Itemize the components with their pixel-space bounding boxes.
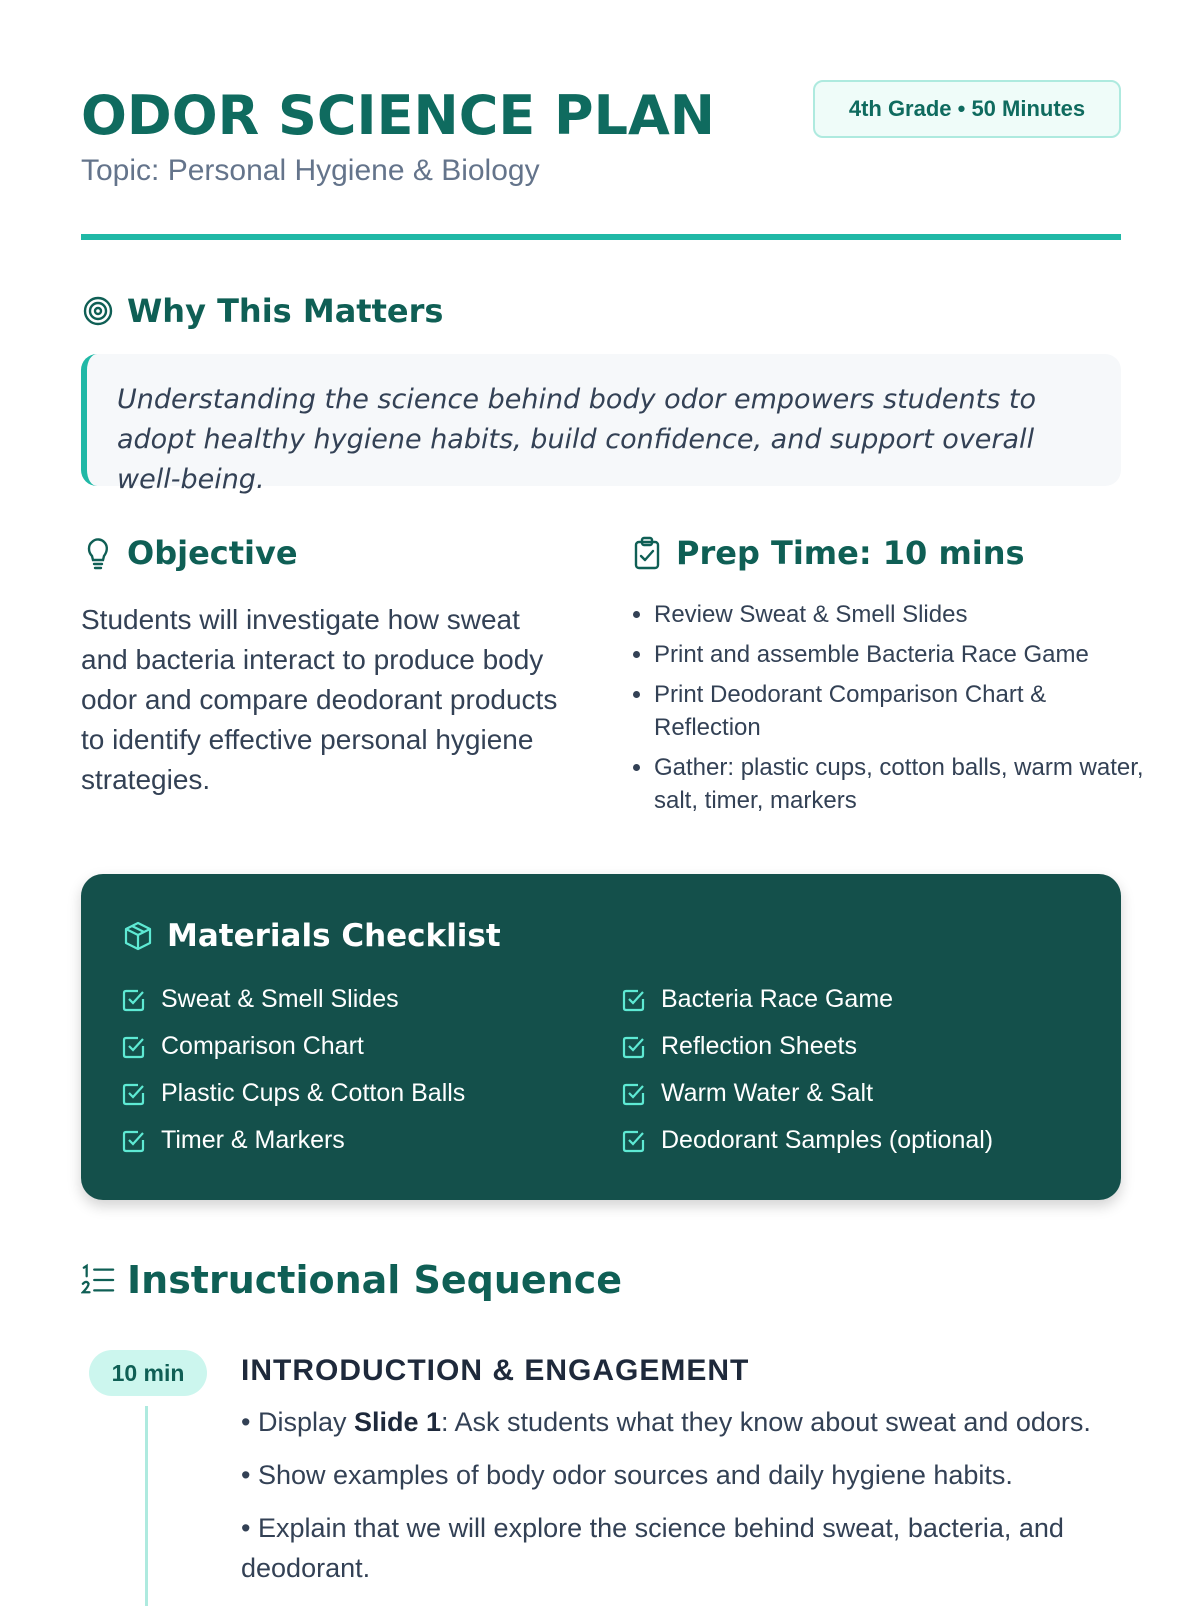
lightbulb-icon bbox=[81, 536, 115, 570]
package-icon bbox=[121, 919, 155, 953]
checkbox-checked-icon bbox=[621, 987, 647, 1013]
step-line-text: : Ask students what they know about sweat and odors. bbox=[441, 1407, 1091, 1437]
grade-duration-badge: 4th Grade • 50 Minutes bbox=[813, 80, 1121, 138]
checklist-item[interactable] bbox=[621, 1127, 1101, 1154]
objective-heading bbox=[81, 534, 298, 572]
checklist-item[interactable] bbox=[121, 986, 621, 1013]
why-heading-label: Why This Matters bbox=[127, 292, 444, 330]
step-line: • Explain that we will explore the science behind sweat, bacteria, and deodorant. bbox=[241, 1513, 1064, 1583]
checklist-item-label: Sweat & Smell Slides bbox=[161, 985, 399, 1013]
checklist-item-label: Deodorant Samples (optional) bbox=[661, 1126, 994, 1154]
checkbox-checked-icon bbox=[121, 987, 147, 1013]
numbered-list-icon bbox=[81, 1263, 115, 1297]
header-divider bbox=[81, 234, 1121, 240]
checklist-item[interactable] bbox=[121, 1080, 621, 1107]
checkbox-checked-icon bbox=[121, 1034, 147, 1060]
checklist-item[interactable] bbox=[621, 986, 1101, 1013]
checklist-item-label: Bacteria Race Game bbox=[661, 985, 894, 1013]
prep-heading bbox=[630, 534, 1025, 572]
timeline-line bbox=[145, 1406, 148, 1606]
clipboard-check-icon bbox=[630, 536, 664, 570]
step-line-text: • Display bbox=[241, 1407, 354, 1437]
step-line bbox=[241, 1402, 1121, 1442]
checklist-item[interactable] bbox=[121, 1127, 621, 1154]
slide-reference: Slide 1 bbox=[353, 1407, 442, 1437]
materials-card bbox=[81, 874, 1121, 1200]
checkbox-checked-icon bbox=[621, 1128, 647, 1154]
materials-grid bbox=[121, 986, 1101, 1154]
why-heading bbox=[81, 292, 443, 330]
list-item: • Print and assemble Bacteria Race Game bbox=[654, 638, 1154, 671]
step-time-badge: 10 min bbox=[89, 1350, 207, 1396]
why-quote: Understanding the science behind body odor empowers students to adopt healthy hygiene habits, build confidence, and support overall well-being. bbox=[81, 354, 1121, 486]
materials-heading bbox=[121, 918, 501, 954]
step-title: INTRODUCTION & ENGAGEMENT bbox=[241, 1354, 750, 1387]
sequence-heading bbox=[81, 1258, 622, 1302]
materials-heading-label: Materials Checklist bbox=[167, 918, 501, 954]
step-line: • Show examples of body odor sources and daily hygiene habits. bbox=[241, 1460, 1013, 1490]
checkbox-checked-icon bbox=[121, 1081, 147, 1107]
checklist-item-label: Timer & Markers bbox=[161, 1126, 345, 1154]
checklist-item-label: Reflection Sheets bbox=[661, 1032, 857, 1060]
page-subtitle: Topic: Personal Hygiene & Biology bbox=[81, 154, 540, 187]
objective-text: Students will investigate how sweat and bacteria interact to produce body odor and compare deodorant products to identify effective personal hygiene strategies. bbox=[81, 604, 558, 795]
sequence-heading-label: Instructional Sequence bbox=[127, 1258, 623, 1302]
prep-list bbox=[626, 598, 1154, 824]
page-title: ODOR SCIENCE PLAN bbox=[81, 84, 715, 147]
checkbox-checked-icon bbox=[621, 1081, 647, 1107]
checkbox-checked-icon bbox=[621, 1034, 647, 1060]
objective-heading-label: Objective bbox=[127, 534, 298, 572]
checklist-item[interactable] bbox=[621, 1033, 1101, 1060]
header bbox=[81, 78, 1121, 198]
list-item: • Print Deodorant Comparison Chart & Reflection bbox=[654, 678, 1154, 744]
checkbox-checked-icon bbox=[121, 1128, 147, 1154]
checklist-item-label: Comparison Chart bbox=[161, 1032, 364, 1060]
checklist-item-label: Plastic Cups & Cotton Balls bbox=[161, 1079, 466, 1107]
target-icon bbox=[81, 294, 115, 328]
checklist-item[interactable] bbox=[121, 1033, 621, 1060]
checklist-item[interactable] bbox=[621, 1080, 1101, 1107]
list-item: • Review Sweat & Smell Slides bbox=[654, 598, 1154, 631]
list-item: • Gather: plastic cups, cotton balls, warm water, salt, timer, markers bbox=[654, 751, 1154, 817]
prep-heading-label: Prep Time: 10 mins bbox=[676, 534, 1025, 572]
checklist-item-label: Warm Water & Salt bbox=[661, 1079, 874, 1107]
step-details bbox=[241, 1402, 1121, 1601]
